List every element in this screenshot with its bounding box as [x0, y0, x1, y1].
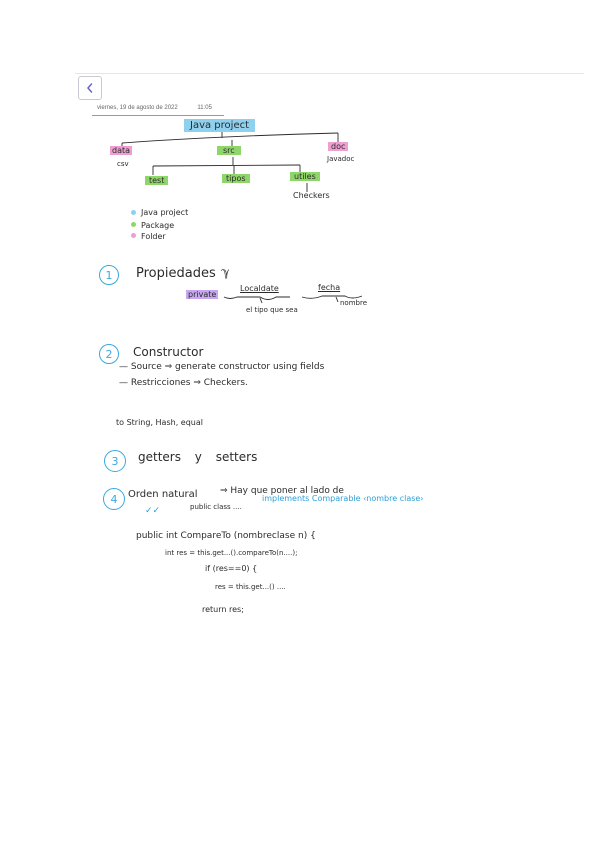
section-4-title-rest: ⇒ Hay que poner al lado de [220, 486, 344, 496]
node-tipos: tipos [222, 174, 250, 183]
code-line-4: res = this.get...() .... [215, 583, 286, 591]
section-2-line-2: — Restricciones ⇒ Checkers. [119, 378, 248, 388]
section-2-line-1: — Source ⇒ generate constructor using fields [119, 362, 325, 372]
code-line-3: if (res==0) { [205, 564, 258, 573]
note-time: 11:05 [197, 105, 212, 111]
legend-label-java-project: Java project [141, 208, 189, 217]
private-keyword: private [188, 290, 217, 299]
name-note: nombre [340, 299, 368, 307]
legend-dot-package [131, 222, 136, 227]
node-utiles-sub: Checkers [293, 191, 330, 200]
code-implements: implements Comparable ‹nombre clase› [262, 494, 424, 503]
node-test: test [145, 176, 168, 185]
node-doc-sub: Javadoc [327, 155, 355, 163]
legend-dot-folder [131, 233, 136, 238]
section-2-line-3: to String, Hash, equal [116, 418, 203, 427]
legend-dot-java-project [131, 210, 136, 215]
code-line-2: int res = this.get...().compareTo(n....); [165, 549, 298, 557]
section-1-number: 1 [99, 265, 119, 285]
section-4-title: Orden natural [128, 489, 198, 500]
type-note: el tipo que sea [246, 306, 298, 314]
section-3-number: 3 [104, 450, 126, 472]
type-word: Localdate [240, 284, 279, 293]
code-line-5: return res; [202, 605, 244, 614]
legend-label-package: Package [141, 221, 175, 230]
section-2-number: 2 [99, 344, 119, 364]
section-4-number: 4 [103, 488, 125, 510]
note-date: viernes, 19 de agosto de 2022 [97, 105, 178, 111]
node-data-sub: csv [117, 160, 129, 168]
code-class-line: public class .... [190, 503, 242, 511]
section-4-marks: ✓✓ [145, 506, 161, 516]
node-doc: doc [328, 142, 348, 151]
node-utiles: utiles [290, 172, 320, 181]
section-1-mark: ℽ [221, 265, 230, 279]
name-word: fecha [318, 283, 341, 292]
node-src: src [217, 146, 241, 155]
code-line-1: public int CompareTo (nombreclase n) { [136, 531, 316, 541]
node-data: data [112, 146, 131, 155]
section-1-title: Propiedades [136, 266, 216, 281]
legend-label-folder: Folder [141, 232, 166, 241]
node-java-project: Java project [184, 119, 255, 132]
section-2-title: Constructor [133, 345, 204, 359]
section-3-title: getters y setters [138, 450, 258, 464]
